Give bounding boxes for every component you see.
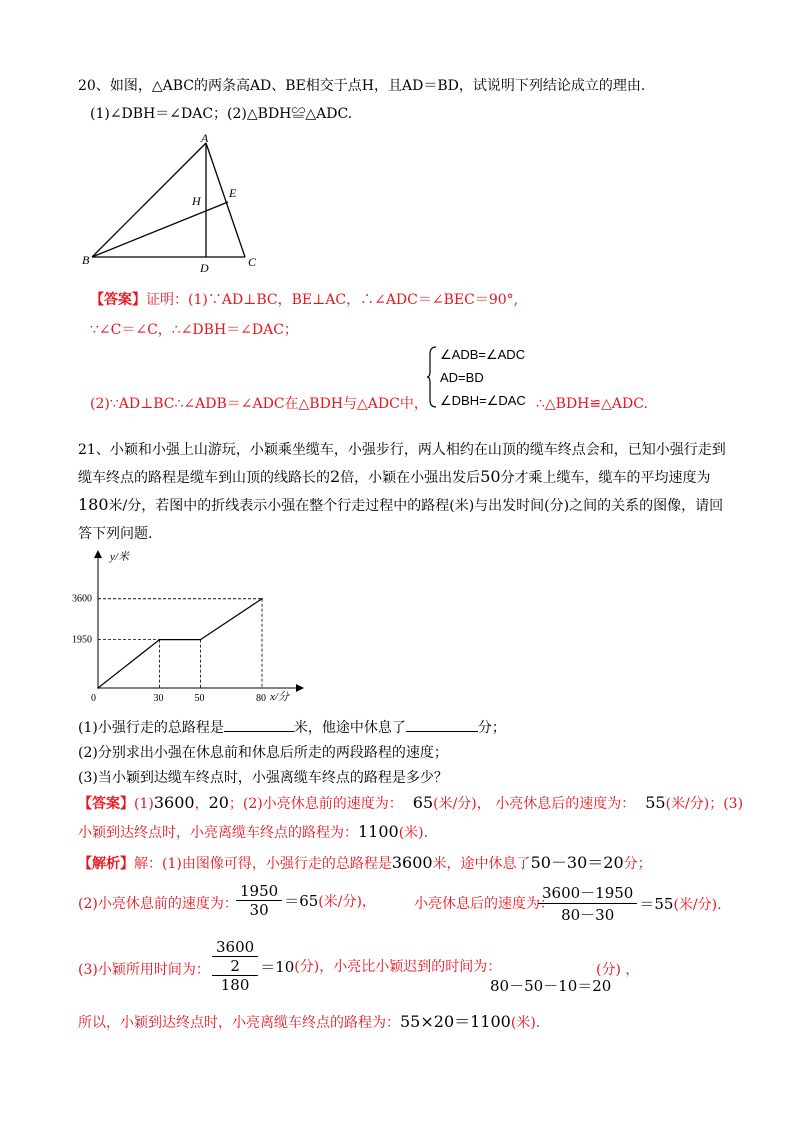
q21-value-2: 2	[330, 467, 341, 486]
y-axis-label: y/米	[110, 551, 129, 563]
x-tick-label: 50	[194, 693, 205, 704]
label-h: H	[192, 194, 201, 208]
q20-answer-line2: ∵∠C＝∠C，∴∠DBH＝∠DAC；	[90, 322, 298, 338]
q21-value-180: 180	[78, 495, 109, 514]
expr-50-30: 50－30＝20	[530, 853, 624, 872]
q21-part1a: (1)小强行走的总路程是	[78, 720, 224, 736]
x-axis-label: x/分	[270, 691, 289, 703]
answer-blank-2[interactable]	[406, 717, 478, 732]
frac-num: 3600－1950	[538, 882, 637, 904]
altitude-be	[92, 202, 228, 257]
distance-time-chart	[68, 548, 308, 708]
q20-answer-line3b: ∴△BDH≌△ADC.	[536, 396, 648, 412]
q21-answer-line2	[78, 822, 428, 843]
q21-j1c: 分；	[623, 856, 652, 872]
frac-eq: ＝55	[639, 895, 674, 913]
q21-j2d: (米/分).	[673, 896, 722, 913]
fraction-speed-after	[536, 882, 722, 925]
q21-j4a: 所以，小颖到达终点时，小亮离缆车终点的路程为：	[78, 1015, 400, 1031]
q20-answer-line1	[90, 290, 518, 310]
q21-stem-1: 21、小颖和小强上山游玩，小颖乘坐缆车，小强步行，两人相约在山顶的缆车终点会和，已知小强行走到	[78, 442, 726, 458]
fraction-time	[210, 938, 501, 994]
q21-j1b: 米，途中休息了	[432, 856, 531, 872]
q21-j2b: (米/分)，	[318, 893, 376, 910]
fraction-speed-before	[234, 882, 376, 919]
q21-stem-4: 答下列问题.	[78, 526, 153, 542]
q21-value-50: 50	[480, 467, 501, 486]
label-c: C	[248, 255, 257, 269]
expr-late-time: 80－50－10＝20	[490, 977, 612, 995]
q21-a1b: ；(2)小亮休息前的速度为：	[228, 796, 403, 812]
q20-ans1: 证明：(1)∵AD⊥BC，BE⊥AC，∴∠ADC＝∠BEC＝90°,	[146, 292, 519, 308]
q21-solution-2a: (2)小亮休息前的速度为：	[78, 896, 238, 912]
answer-tag: 【答案】	[78, 796, 134, 812]
expr-55x20: 55×20＝1100	[400, 1012, 511, 1031]
series-line	[98, 599, 262, 688]
x-tick-label: 30	[153, 693, 164, 704]
analysis-tag: 【解析】	[78, 856, 134, 872]
label-d: D	[200, 261, 209, 275]
value-3600-b: 3600	[391, 853, 433, 872]
value-65: 65	[412, 793, 434, 812]
frac-den: 30	[249, 901, 269, 919]
brace-line-1: ∠ADB=∠ADC	[440, 347, 526, 362]
q21-a2b: (米).	[398, 825, 429, 841]
frac-eq: ＝10	[260, 957, 295, 976]
side-ab	[92, 143, 206, 257]
q21-a2a: 小颖到达终点时，小亮离缆车终点的路程为：	[78, 825, 358, 841]
q21-solution-line1	[78, 853, 652, 874]
q21-part1c: 分；	[477, 720, 506, 736]
value-55: 55	[645, 793, 666, 812]
q21-a1c: (米/分)， 小亮休息后的速度为：	[433, 796, 636, 812]
label-b: B	[82, 253, 90, 267]
q21-part2: (2)分别求出小强在休息前和休息后所走的两段路程的速度；	[78, 745, 448, 761]
value-3600: 3600	[153, 793, 195, 812]
q21-solution-2c: 小亮休息后的速度为：	[414, 896, 554, 912]
q21-solution-3c: (分) ，	[596, 962, 640, 978]
q21-stem-3b: 米/分，若图中的折线表示小强在整个行走过程中的路程(米)与出发时间(分)之间的关系的图像，请回	[108, 498, 724, 514]
q21-j4b: (米).	[510, 1015, 541, 1031]
q21-stem-2c: 倍，小颖在小强出发后	[340, 470, 481, 486]
q21-a1d: (米/分)；(3)	[665, 796, 744, 812]
answer-blank-1[interactable]	[224, 717, 294, 732]
answer-tag: 【答案】	[90, 292, 146, 308]
q21-part3: (3)当小颖到达缆车终点时，小强离缆车终点的路程是多少？	[78, 770, 448, 786]
y-tick-label: 1950	[72, 634, 92, 646]
q20-answer-line3a: (2)∵AD⊥BC∴∠ADB＝∠ADC在△BDH与△ADC中，	[90, 396, 428, 412]
x-tick-label: 80	[256, 693, 266, 704]
frac-num: 3600	[212, 938, 258, 957]
q21-solution-3a: (3)小颖所用时间为：	[78, 962, 210, 978]
q20-parts: (1)∠DBH＝∠DAC；(2)△BDH≌△ADC.	[90, 106, 353, 122]
q20-stem: 20、如图，△ABC的两条高AD、BE相交于点H，且AD＝BD，试说明下列结论成立的理由.	[78, 78, 646, 94]
brace-line-2: AD=BD	[440, 370, 484, 385]
frac-den: 2	[230, 957, 240, 975]
q21-stem-2e: 分才乘上缆车，缆车的平均速度为	[500, 470, 711, 486]
q21-stem-2a: 缆车终点的路程是缆车到山顶的线路长的	[78, 470, 330, 486]
label-a: A	[201, 131, 209, 145]
frac-eq: ＝65	[284, 892, 319, 910]
q21-answer-line1: 【答案】(1)3600，20；(2)小亮休息前的速度为： 65(米/分)， 小亮休息后的速度为： 55(米/分)；(3)	[78, 793, 744, 812]
q21-j1a: 解：(1)由图像可得，小强行走的总路程是	[134, 856, 392, 872]
q21-solution-line4	[78, 1012, 540, 1033]
q21-stem-2	[78, 467, 711, 488]
frac-den: 80－30	[561, 906, 615, 924]
label-e: E	[229, 186, 237, 200]
value-1100: 1100	[358, 822, 399, 841]
brace-line-3: ∠DBH=∠DAC	[440, 393, 526, 408]
frac-den: 180	[220, 976, 250, 994]
x-tick-label: 0	[91, 693, 96, 704]
q21-stem-3	[78, 495, 723, 516]
side-ac	[206, 143, 245, 257]
triangle-figure	[80, 130, 280, 275]
q21-part1	[78, 717, 506, 738]
y-tick-label: 3600	[72, 593, 92, 605]
value-20: 20	[208, 793, 229, 812]
q21-a1: (1)	[134, 796, 154, 812]
q21-j3b: (分)，小亮比小颖迟到的时间为：	[294, 959, 502, 975]
frac-num: 1950	[236, 882, 282, 901]
q21-part1b: 米，他途中休息了	[293, 720, 406, 736]
